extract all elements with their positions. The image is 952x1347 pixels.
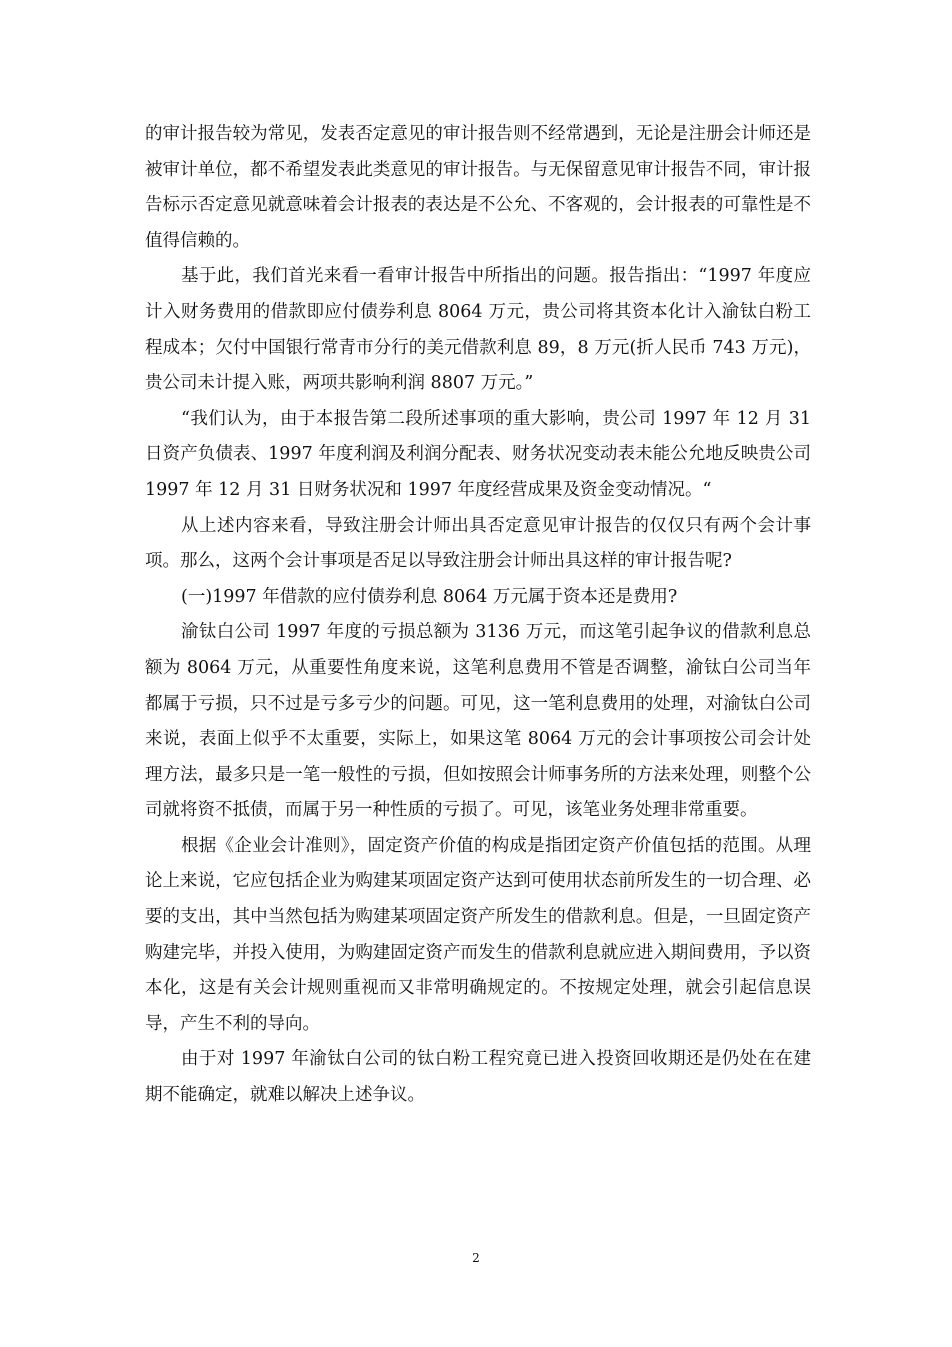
paragraph-accounting-standards: 根据《企业会计准则》，固定资产价值的构成是指团定资产价值包括的范围。从理论上来说，它应包括企业为购建某项固定资产达到可使用状态前所发生的一切合理、必要的支出，其中当然包括为购建某项固定资产所发生的借款利息。但是，一旦固定资产购建完毕，并投入使用，为购建固定资产而发生的借款利息就应进入期间费用，予以资本化，这是有关会计规则重视而又非常明确规定的。不按规定处理，就会引起信息误导，产生不利的导向。 — [145, 835, 811, 1034]
section-heading-interest-question: (一)1997 年借款的应付债券利息 8064 万元属于资本还是费用? — [181, 586, 678, 607]
paragraph-conclusion: 由于对 1997 年渝钛白公司的钛白粉工程究竟已进入投资回收期还是仍处在在建期不能确定，就难以解决上述争议。 — [145, 1049, 811, 1106]
paragraph-loss-analysis: 渝钛白公司 1997 年度的亏损总额为 3136 万元，而这笔引起争议的借款利息总额为 8064 万元，从重要性角度来说，这笔利息费用不管是否调整，渝钛白公司当年都属于亏损，只不过是亏多亏少的问题。可见，这一笔利息费用的处理，对渝钛白公司来说，表面上似乎不太重要，实际上，如果这笔 8064 万元的会计事项按公司会计处理方法，最多只是一笔一般性的亏损，但如按照会计师事务所的方法来处理，则整个公司就将资不抵债，而属于另一种性质的亏损了。可见，该笔业务处理非常重要。 — [145, 622, 811, 821]
paragraph-continued: 的审计报告较为常见，发表否定意见的审计报告则不经常遇到，无论是注册会计师还是被审计单位，都不希望发表此类意见的审计报告。与无保留意见审计报告不同，审计报告标示否定意见就意味着会计报表的表达是不公允、不客观的，会计报表的可靠性是不值得信赖的。 — [145, 124, 811, 251]
paragraph-audit-opinion-quote: “我们认为，由于本报告第二段所述事项的重大影响，贵公司 1997 年 12 月 31 日资产负债表、1997 年度利润及利润分配表、财务状况变动表未能公允地反映贵公司 1997 年 12 月 31 日财务状况和 1997 年度经营成果及资金变动情况。“ — [145, 408, 811, 500]
paragraph-two-matters: 从上述内容来看，导致注册会计师出具否定意见审计报告的仅仅只有两个会计事项。那么，这两个会计事项是否足以导致注册会计师出具这样的审计报告呢? — [145, 515, 811, 572]
paragraph-audit-issues: 基于此，我们首光来看一看审计报告中所指出的问题。报告指出：“1997 年度应计入财务费用的借款即应付债券利息 8064 万元，贵公司将其资本化计入渝钛白粉工程成本；欠付中国银行常青市分行的美元借款利息 89，8 万元(折人民币 743 万元)，贵公司未计提入账，两项共影响利润 8807 万元。” — [145, 266, 811, 394]
document-body — [145, 117, 811, 1114]
page-number: 2 — [472, 1251, 480, 1265]
